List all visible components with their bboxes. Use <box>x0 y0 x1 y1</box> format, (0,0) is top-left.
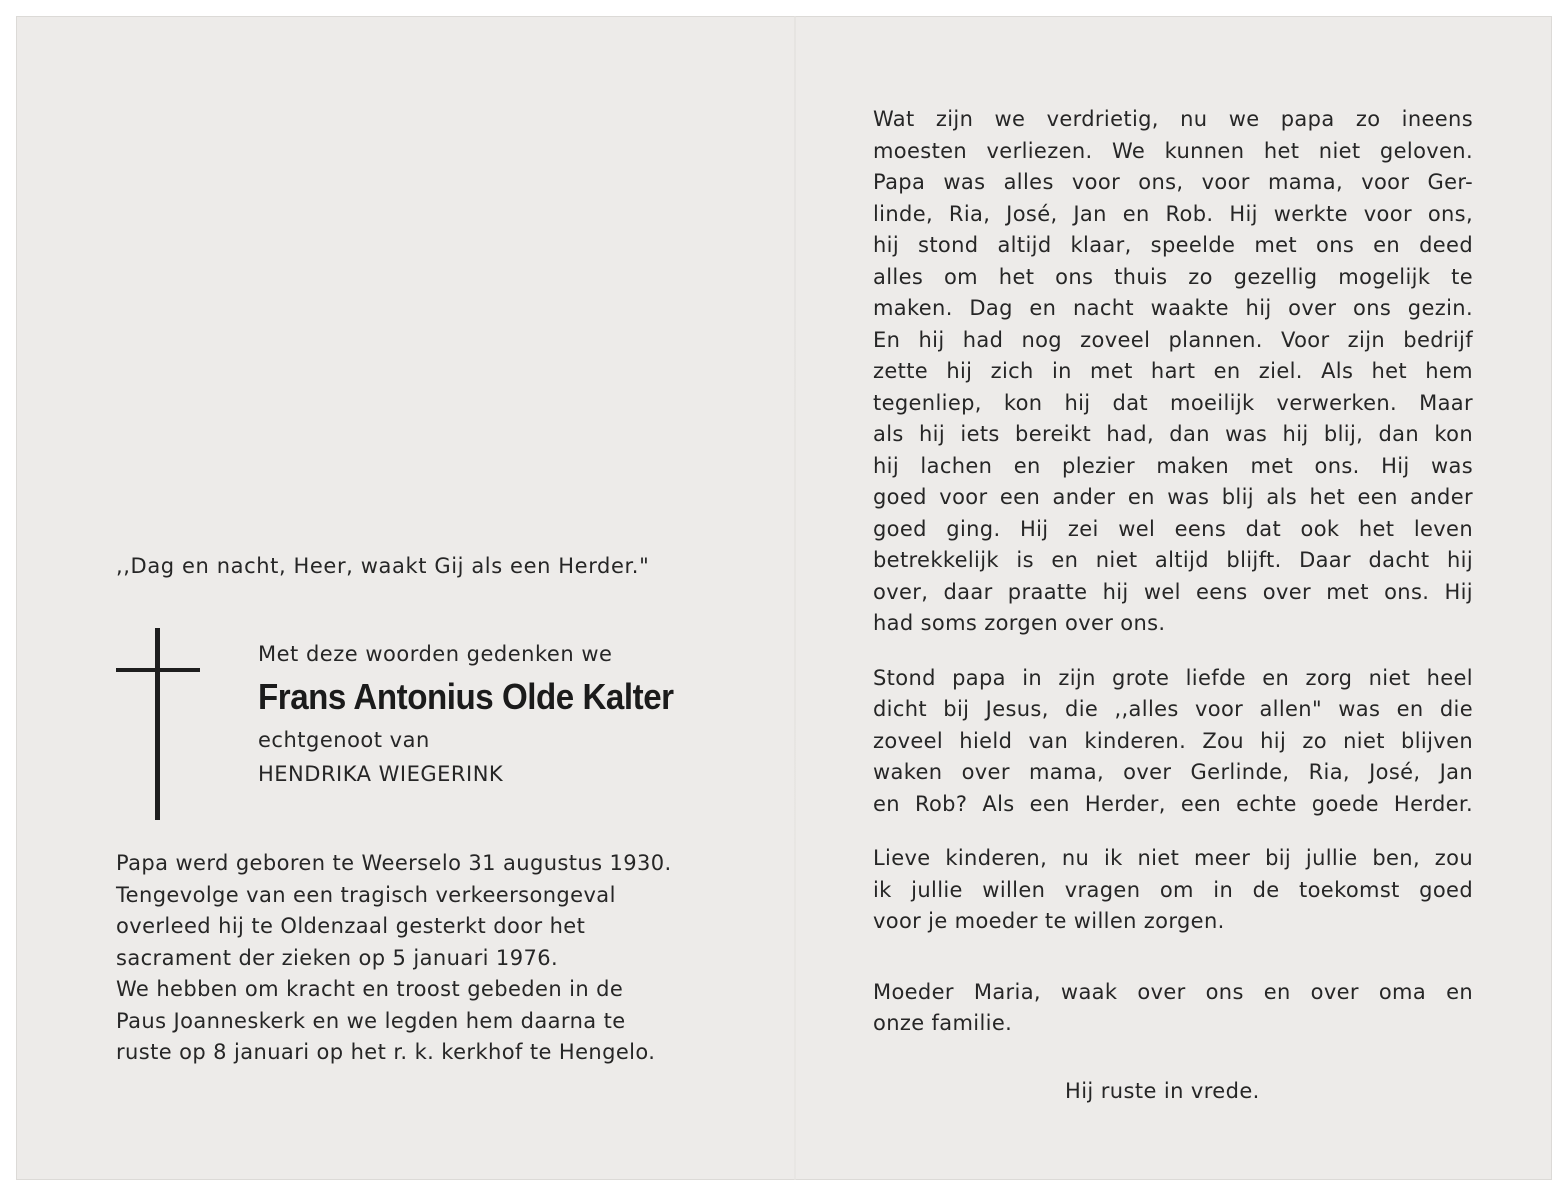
text-line: Moeder Maria, waak over ons en over oma en <box>873 979 1473 1004</box>
text-line: voor je moeder te willen zorgen. <box>873 909 1225 933</box>
closing-line: Hij ruste in vrede. <box>1065 1078 1260 1103</box>
text-line: tegenliep, kon hij dat moeilijk verwerken. Maar <box>873 390 1473 415</box>
bio-line: ruste op 8 januari op het r. k. kerkhof te Hengelo. <box>116 1040 656 1064</box>
bio-line: Tengevolge van een tragisch verkeersongeval <box>116 882 616 907</box>
text-line: ik jullie willen vragen om in de toekomst goed <box>873 877 1473 902</box>
paragraph-children <box>873 843 1473 938</box>
text-line: Lieve kinderen, nu ik niet meer bij jullie ben, zou <box>873 846 1473 870</box>
text-line: Wat zijn we verdrietig, nu we papa zo ineens <box>873 107 1473 131</box>
right-panel <box>873 104 1473 1103</box>
text-line: alles om het ons thuis zo gezellig mogelijk te <box>873 264 1473 289</box>
cross-icon <box>116 628 202 820</box>
biography <box>116 848 736 1069</box>
intro-text: Met deze woorden gedenken we <box>258 642 613 666</box>
text-line: zoveel hield van kinderen. Zou hij zo niet blijven <box>873 728 1473 753</box>
paragraph-faith <box>873 663 1473 821</box>
text-line: hij stond altijd klaar, speelde met ons en deed <box>873 233 1473 257</box>
text-line: hij lachen en plezier maken met ons. Hij was <box>873 453 1473 478</box>
card-fold <box>794 16 796 1180</box>
text-line: En hij had nog zoveel plannen. Voor zijn bedrijf <box>873 327 1473 352</box>
paragraph-tribute <box>873 104 1473 640</box>
text-line: moesten verliezen. We kunnen het niet geloven. <box>873 138 1473 163</box>
bio-line: Paus Joanneskerk en we legden hem daarna te <box>116 1008 626 1033</box>
text-line: had soms zorgen over ons. <box>873 611 1166 635</box>
bio-line: Papa werd geboren te Weerselo 31 augustus 1930. <box>116 851 672 875</box>
paragraph-prayer <box>873 977 1473 1040</box>
bio-line: sacrament der zieken op 5 januari 1976. <box>116 945 559 970</box>
deceased-name: Frans Antonius Olde Kalter <box>258 676 674 717</box>
text-line: maken. Dag en nacht waakte hij over ons gezin. <box>873 296 1473 320</box>
memorial-card <box>16 16 1552 1180</box>
psalm-quote: ,,Dag en nacht, Heer, waakt Gij als een Herder." <box>116 554 650 578</box>
text-line: over, daar praatte hij wel eens over met ons. Hij <box>873 579 1473 604</box>
bio-line: We hebben om kracht en troost gebeden in de <box>116 977 624 1001</box>
text-line: en Rob? Als een Herder, een echte goede Herder. <box>873 791 1473 816</box>
memorial-block <box>258 642 758 786</box>
bio-line: overleed hij te Oldenzaal gesterkt door het <box>116 914 586 938</box>
text-line: dicht bij Jesus, die ,,alles voor allen" was en die <box>873 697 1473 721</box>
text-line: Papa was alles voor ons, voor mama, voor Ger- <box>873 170 1473 194</box>
text-line: betrekkelijk is en niet altijd blijft. Daar dacht hij <box>873 548 1473 572</box>
text-line: Stond papa in zijn grote liefde en zorg niet heel <box>873 665 1473 690</box>
text-line: linde, Ria, José, Jan en Rob. Hij werkte voor ons, <box>873 201 1473 226</box>
text-line: goed ging. Hij zei wel eens dat ook het leven <box>873 516 1473 541</box>
text-line: zette hij zich in met hart en ziel. Als het hem <box>873 359 1473 383</box>
text-line: goed voor een ander en was blij als het een ander <box>873 485 1473 509</box>
left-panel <box>116 16 736 1180</box>
text-line: waken over mama, over Gerlinde, Ria, José, Jan <box>873 760 1473 784</box>
spouse-name: HENDRIKA WIEGERINK <box>258 762 504 786</box>
text-line: als hij iets bereikt had, dan was hij blij, dan kon <box>873 422 1473 446</box>
text-line: onze familie. <box>873 1011 1013 1035</box>
relation-text: echtgenoot van <box>258 728 430 752</box>
